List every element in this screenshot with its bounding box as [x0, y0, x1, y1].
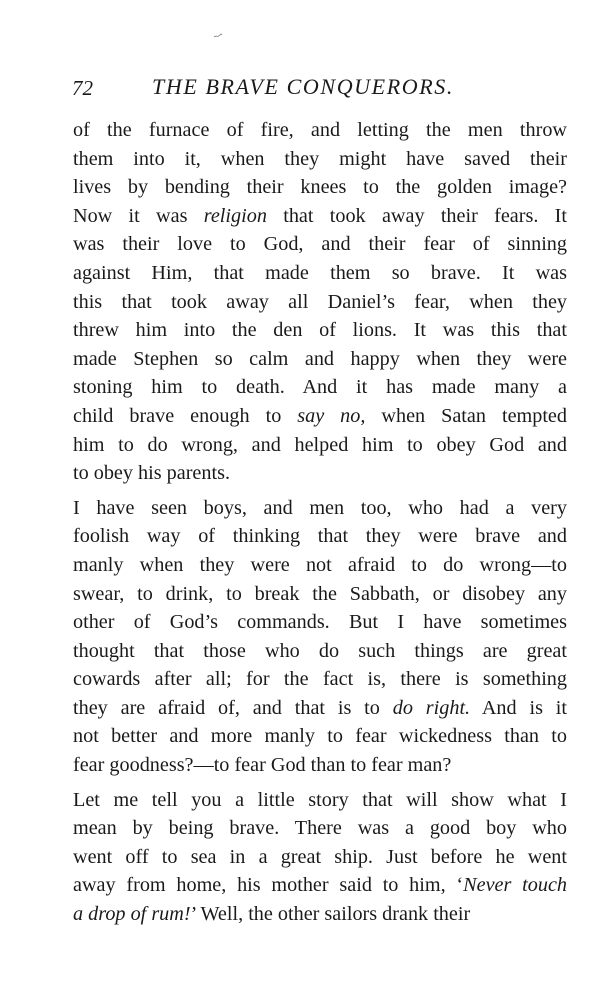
text-run: ’ Well, the other sailors drank their	[190, 903, 471, 926]
text-line	[73, 116, 567, 145]
text-line	[73, 230, 567, 259]
text-line	[73, 871, 567, 900]
text-run: against Him, that made them so brave. It was	[73, 261, 567, 284]
text-run: them into it, when they might have saved their	[73, 147, 567, 170]
text-run: Let me tell you a little story that will show what I	[73, 788, 567, 811]
text-run: fear goodness?—to fear God than to fear man?	[73, 754, 452, 777]
text-line	[73, 522, 567, 551]
text-run: away from home, his mother said to him, ‘	[73, 874, 464, 897]
body-text	[73, 116, 567, 935]
text-line	[73, 637, 567, 666]
text-run: threw him into the den of lions. It was this that	[73, 319, 567, 342]
text-run: thought that those who do such things are great	[73, 639, 567, 662]
text-line	[73, 259, 567, 288]
text-line	[73, 900, 567, 929]
text-line	[73, 494, 567, 523]
text-run: lives by bending their knees to the golden image?	[73, 176, 567, 199]
text-line	[73, 431, 567, 460]
text-line	[73, 459, 567, 488]
text-run: swear, to drink, to break the Sabbath, or disobey any	[73, 582, 567, 605]
running-title: THE BRAVE CONQUERORS.	[152, 74, 454, 99]
text-line	[73, 551, 567, 580]
italic-text: a drop of rum!	[73, 903, 191, 926]
text-line	[73, 288, 567, 317]
text-line	[73, 722, 567, 751]
text-run: went off to sea in a great ship. Just before he went	[73, 845, 567, 868]
text-run: this that took away all Daniel’s fear, when they	[73, 290, 567, 313]
text-run: was their love to God, and their fear of sinning	[73, 233, 567, 256]
italic-text: do right.	[392, 696, 471, 719]
text-run: other of God’s commands. But I have sometimes	[73, 611, 567, 634]
text-run: foolish way of thinking that they were brave and	[73, 525, 567, 548]
text-run: manly when they were not afraid to do wrong—to	[73, 553, 567, 576]
text-run: child brave enough to	[73, 404, 298, 427]
text-line	[73, 608, 567, 637]
text-run: they are afraid of, and that is to	[73, 696, 393, 719]
text-line	[73, 786, 567, 815]
text-run: him to do wrong, and helped him to obey God and	[73, 433, 567, 456]
text-run: I have seen boys, and men too, who had a very	[73, 496, 567, 519]
italic-text: Never touch	[463, 874, 567, 897]
text-line	[73, 202, 567, 231]
text-run: stoning him to death. And it has made many a	[73, 376, 567, 399]
italic-text: say no,	[297, 404, 366, 427]
text-run: made Stephen so calm and happy when they were	[73, 347, 567, 370]
text-run: mean by being brave. There was a good boy who	[73, 817, 567, 840]
text-line	[73, 145, 567, 174]
text-run: And is it	[470, 696, 568, 719]
text-line	[73, 580, 567, 609]
text-run: Now it was	[73, 204, 204, 227]
text-line	[73, 345, 567, 374]
text-line	[73, 751, 567, 780]
text-run: not better and more manly to fear wickedness than to	[73, 725, 567, 748]
text-line	[73, 402, 567, 431]
paragraph	[73, 494, 567, 780]
text-run: to obey his parents.	[73, 462, 230, 485]
text-run: when Satan tempted	[365, 404, 567, 427]
page-header	[72, 74, 570, 104]
paragraph	[73, 116, 567, 488]
italic-text: religion	[203, 204, 267, 227]
text-line	[73, 316, 567, 345]
text-line	[73, 843, 567, 872]
text-run: that took away their fears. It	[266, 204, 567, 227]
text-line	[73, 694, 567, 723]
ink-speck	[213, 33, 223, 38]
text-line	[73, 814, 567, 843]
text-run: of the furnace of fire, and letting the men throw	[73, 119, 567, 141]
page-number: 72	[72, 76, 93, 100]
paragraph	[73, 786, 567, 929]
text-line	[73, 173, 567, 202]
text-line	[73, 665, 567, 694]
text-line	[73, 373, 567, 402]
text-run: cowards after all; for the fact is, there is something	[73, 668, 567, 691]
